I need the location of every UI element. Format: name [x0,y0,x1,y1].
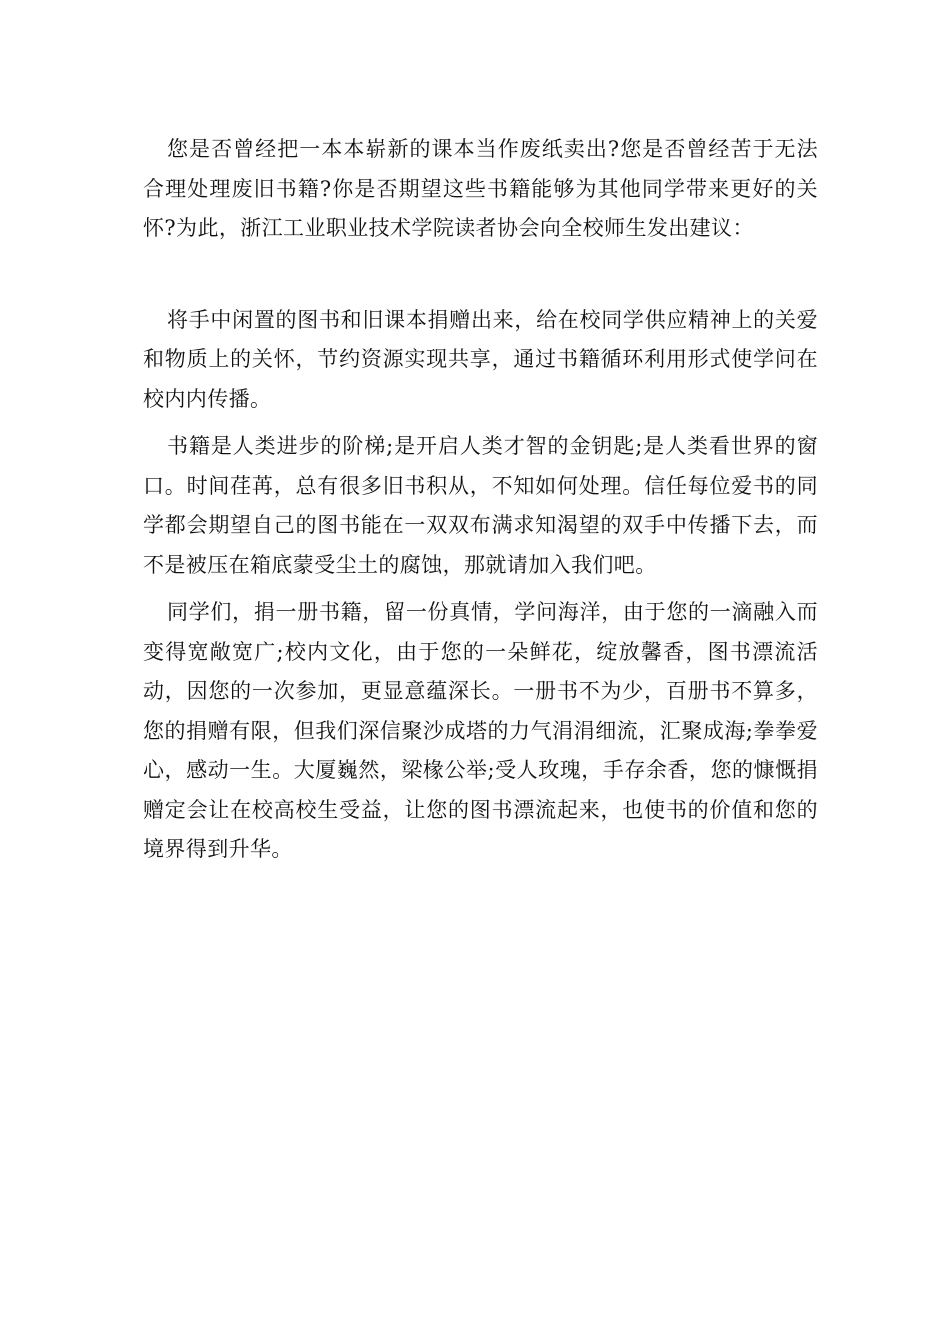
paragraph-closing-appeal: 同学们，捐一册书籍，留一份真情，学问海洋，由于您的一滴融入而变得宽敞宽广;校内文化，由于您的一朵鲜花，绽放馨香，图书漂流活动，因您的一次参加，更显意蕴深长。一册书不为少，百册书不算多，您的捐赠有限，但我们深信聚沙成塔的力气涓涓细流，汇聚成海;拳拳爱心，感动一生。大厦巍然，梁椽公举;受人玫瑰，手存余香，您的慷慨捐赠定会让在校高校生受益，让您的图书漂流起来，也使书的价值和您的境界得到升华。 [143,600,818,861]
document-body [143,130,818,870]
paragraph-books-value: 书籍是人类进步的阶梯;是开启人类才智的金钥匙;是人类看世界的窗口。时间荏苒，总有很多旧书积从，不知如何处理。信任每位爱书的同学都会期望自己的图书能在一双双布满求知渴望的双手中传播下去，而不是被压在箱底蒙受尘土的腐蚀，那就请加入我们吧。 [143,434,818,577]
paragraph-intro: 您是否曾经把一本本崭新的课本当作废纸卖出?您是否曾经苦于无法合理处理废旧书籍?你是否期望这些书籍能够为其他同学带来更好的关怀?为此，浙江工业职业技术学院读者协会向全校师生发出建议： [143,137,818,240]
paragraph-donation-call: 将手中闲置的图书和旧课本捐赠出来，给在校同学供应精神上的关爱和物质上的关怀，节约资源实现共享，通过书籍循环利用形式使学问在校内内传播。 [143,307,818,411]
